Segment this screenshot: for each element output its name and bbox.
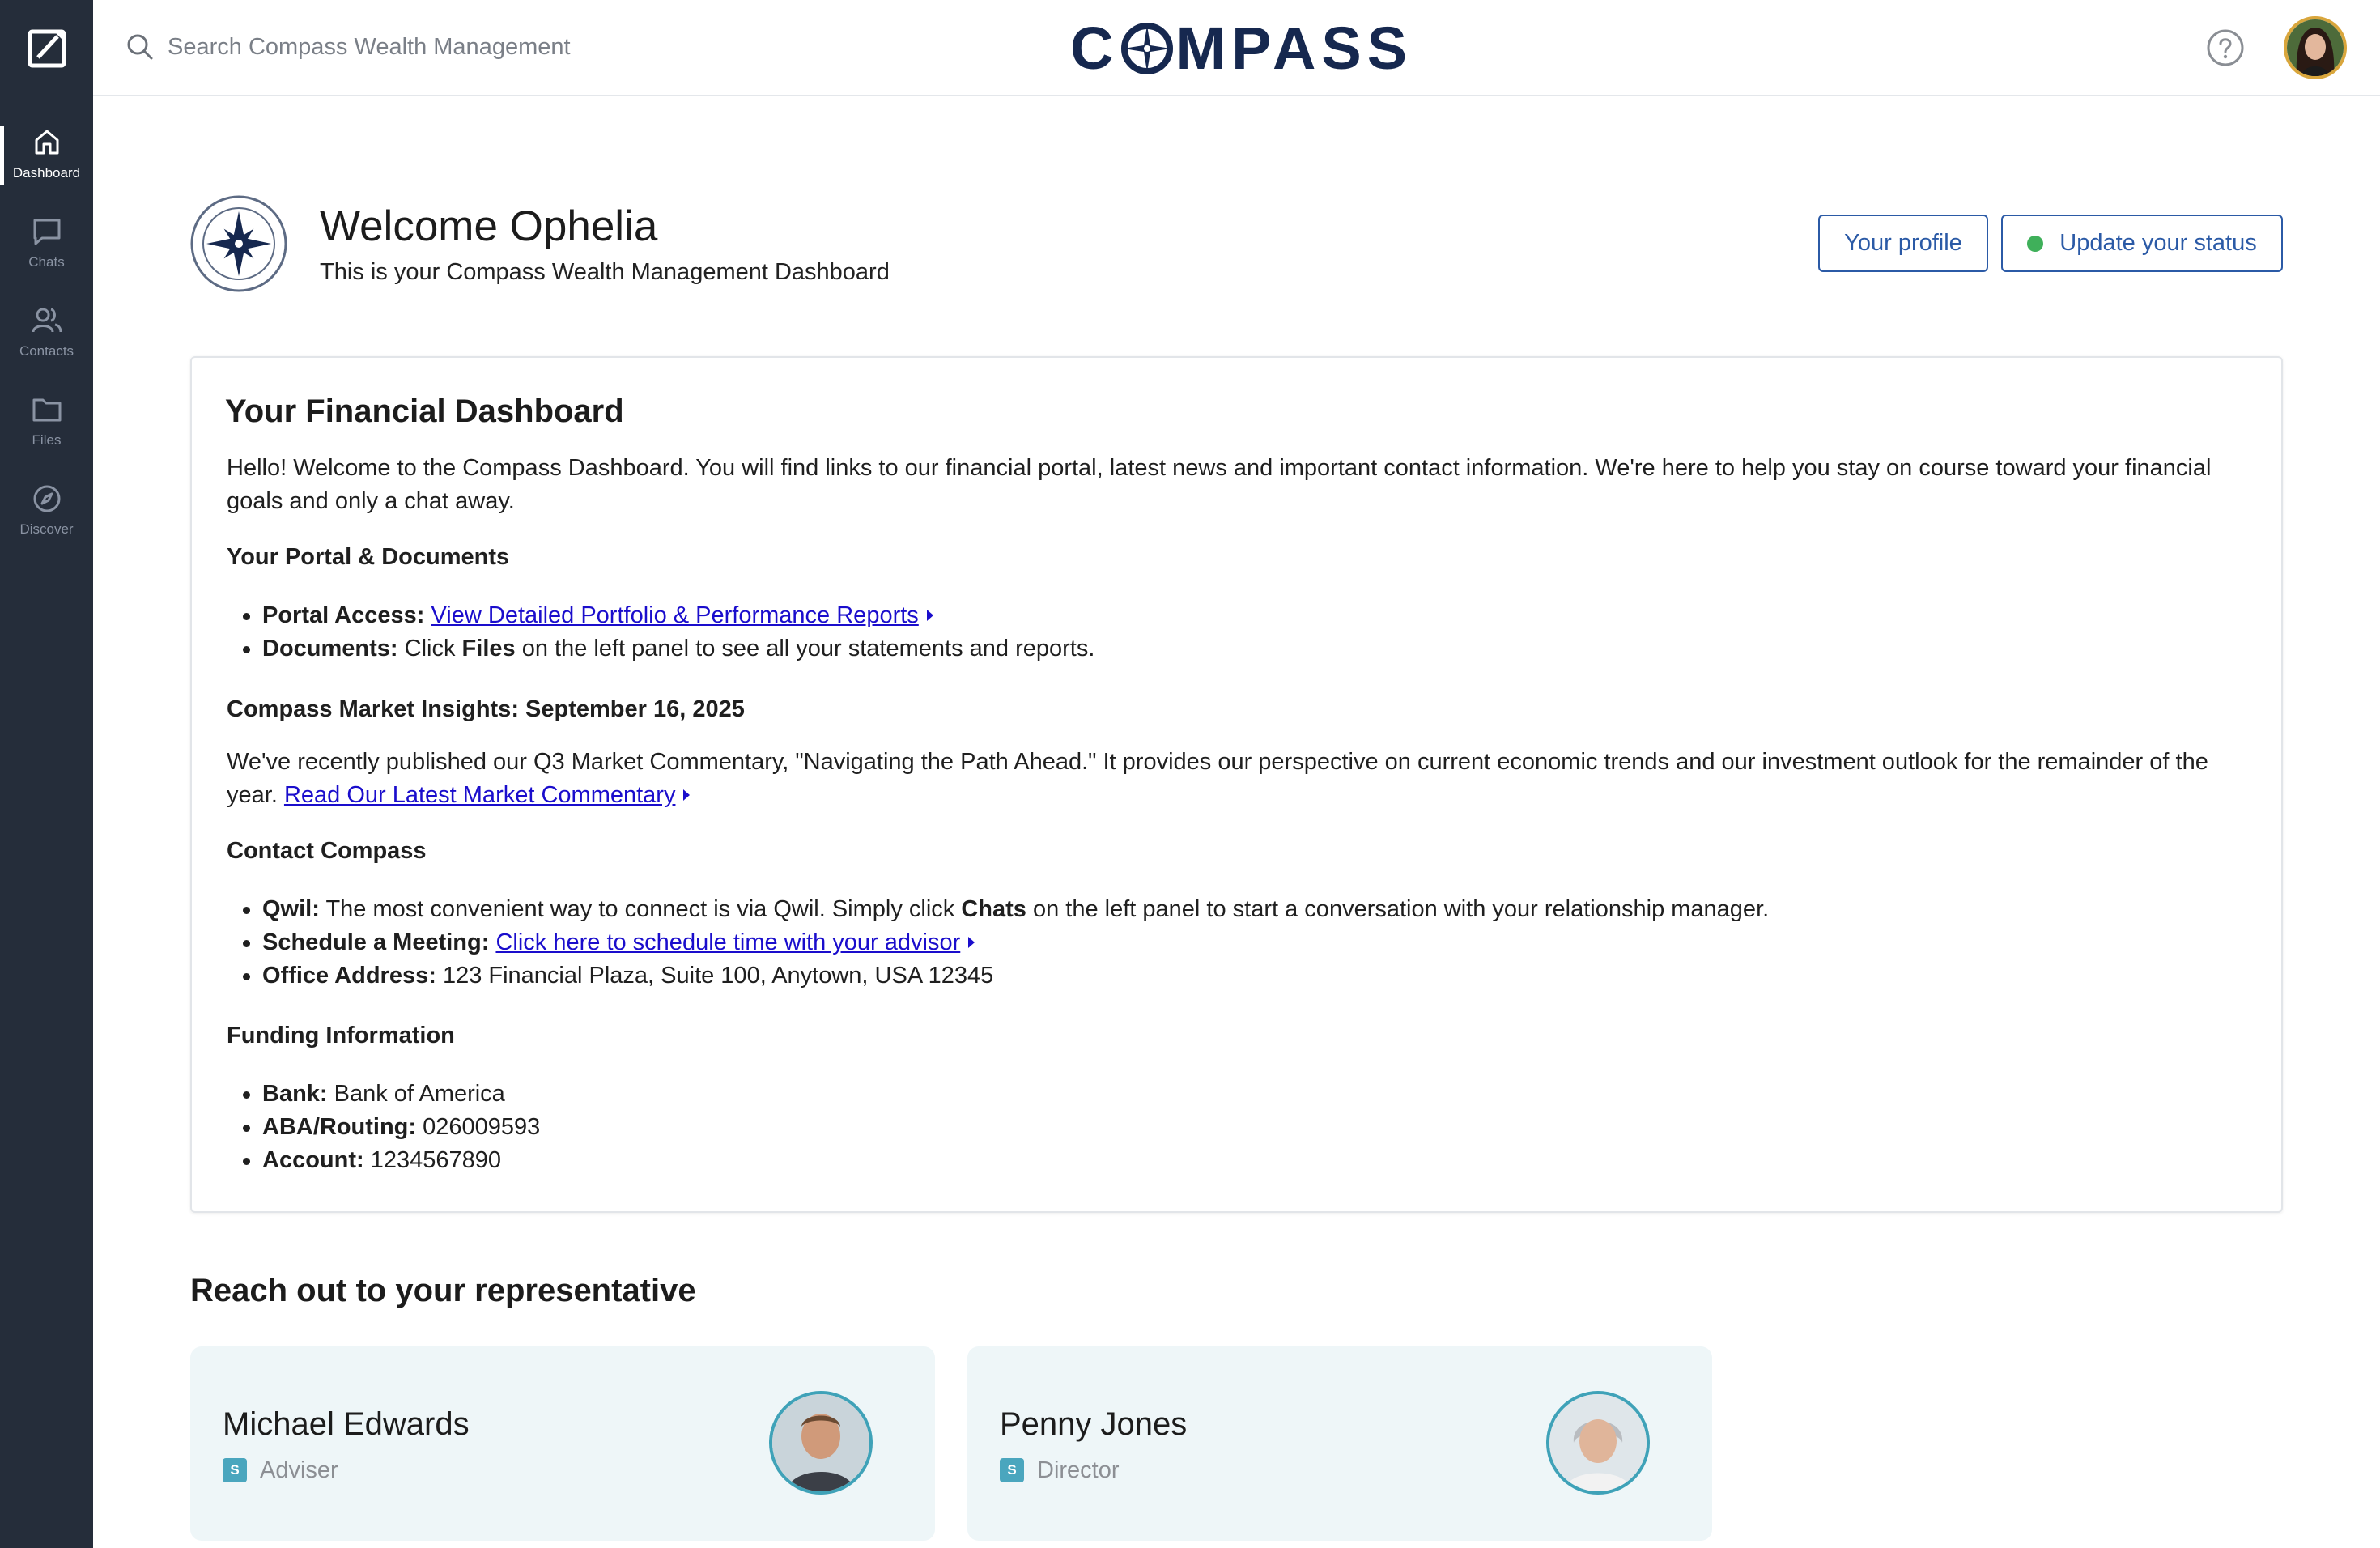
insights-heading: Compass Market Insights: September 16, 2025 <box>227 696 745 722</box>
portal-heading: Your Portal & Documents <box>227 544 510 570</box>
qwil-text-pre: The most convenient way to connect is via Qwil. Simply click <box>325 896 955 922</box>
representative-avatar-image <box>772 1394 869 1491</box>
portal-access-label: Portal Access: <box>262 602 425 628</box>
role-badge-icon: S <box>1000 1458 1024 1482</box>
help-icon[interactable] <box>2206 28 2245 67</box>
account-label: Account: <box>262 1147 364 1173</box>
representative-avatar <box>1546 1391 1650 1495</box>
sidebar-item-contacts[interactable] <box>0 304 93 377</box>
representative-card[interactable] <box>190 1346 935 1541</box>
list-item <box>227 632 2250 666</box>
portal-list <box>227 599 2250 666</box>
page-subtitle: This is your Compass Wealth Management Dashboard <box>320 259 890 285</box>
app-logo-icon[interactable] <box>27 28 67 69</box>
office-value: 123 Financial Plaza, Suite 100, Anytown, USA 12345 <box>442 963 994 989</box>
caret-right-icon <box>927 610 933 621</box>
sidebar-item-label: Discover <box>19 521 74 537</box>
schedule-meeting-link-text: Click here to schedule time with your advisor <box>495 929 961 955</box>
sidebar-item-files[interactable] <box>0 393 93 466</box>
caret-right-icon <box>683 789 690 801</box>
sidebar-item-chats[interactable] <box>0 215 93 288</box>
market-commentary-link-text: Read Our Latest Market Commentary <box>283 782 676 808</box>
insights-text <box>227 746 2250 812</box>
your-profile-label: Your profile <box>1844 230 1962 256</box>
representative-avatar-image <box>1549 1394 1647 1491</box>
sidebar-item-label: Dashboard <box>12 165 81 181</box>
compass-rose-icon <box>1120 22 1174 75</box>
meeting-label: Schedule a Meeting: <box>262 929 490 955</box>
status-dot-icon <box>2027 236 2043 252</box>
caret-right-icon <box>968 937 975 948</box>
sidebar-item-label: Chats <box>28 254 65 270</box>
contact-list <box>227 893 2250 993</box>
representative-name: Penny Jones <box>1000 1406 1188 1442</box>
representative-role: Adviser <box>260 1457 338 1483</box>
account-value: 1234567890 <box>370 1147 502 1173</box>
funding-list <box>227 1078 2250 1177</box>
representative-name: Michael Edwards <box>223 1406 470 1442</box>
page-title: Welcome Ophelia <box>320 202 658 250</box>
contacts-icon <box>31 304 63 337</box>
documents-text-bold: Files <box>461 636 516 661</box>
user-avatar-image <box>2287 19 2344 76</box>
intro-text: Hello! Welcome to the Compass Dashboard. You will find links to our financial portal, latest news and important contact information. We're here to help you stay on course toward your financial goals and only a chat away. <box>227 455 2212 514</box>
representatives-title: Reach out to your representative <box>190 1273 696 1308</box>
brand-text-right: MPASS <box>1175 15 1413 82</box>
financial-dashboard-card <box>190 356 2283 1213</box>
compass-icon <box>31 483 63 515</box>
your-profile-button[interactable] <box>1818 215 1988 272</box>
documents-label: Documents: <box>262 636 398 661</box>
representative-card[interactable] <box>967 1346 1712 1541</box>
top-bar <box>93 0 2380 96</box>
qwil-text-bold: Chats <box>961 896 1026 922</box>
routing-label: ABA/Routing: <box>262 1114 417 1140</box>
list-item <box>227 599 2250 632</box>
sidebar-item-label: Files <box>32 432 62 448</box>
bank-value: Bank of America <box>334 1081 505 1107</box>
market-commentary-link[interactable] <box>284 782 691 808</box>
documents-text-post: on the left panel to see all your statements and reports. <box>521 636 1095 661</box>
funding-heading: Funding Information <box>227 1023 455 1048</box>
update-status-button[interactable] <box>2001 215 2283 272</box>
sidebar-item-dashboard[interactable] <box>0 126 93 199</box>
qwil-text-post: on the left panel to start a conversation with your relationship manager. <box>1032 896 1770 922</box>
insights-body: We've recently published our Q3 Market Commentary, "Navigating the Path Ahead." It provides our perspective on current economic trends and our investment outlook for the remainder of the year. <box>227 749 2208 808</box>
bank-label: Bank: <box>262 1081 328 1107</box>
sidebar-item-discover[interactable] <box>0 483 93 555</box>
list-item <box>227 959 2250 993</box>
portal-access-link[interactable] <box>431 602 933 628</box>
qwil-label: Qwil: <box>262 896 320 922</box>
role-badge-icon: S <box>223 1458 247 1482</box>
folder-icon <box>31 393 63 426</box>
list-item <box>227 1144 2250 1177</box>
sidebar-item-label: Contacts <box>19 343 74 359</box>
portal-access-link-text: View Detailed Portfolio & Performance Reports <box>431 602 919 628</box>
sidebar <box>0 0 93 1548</box>
search-icon <box>125 32 155 62</box>
office-label: Office Address: <box>262 963 436 989</box>
brand-logo <box>1070 16 1413 81</box>
user-avatar[interactable] <box>2284 16 2347 79</box>
search-input[interactable] <box>168 28 653 66</box>
list-item <box>227 1078 2250 1111</box>
card-title: Your Financial Dashboard <box>225 393 624 429</box>
compass-logo-icon <box>189 194 288 293</box>
list-item <box>227 1111 2250 1144</box>
list-item <box>227 926 2250 959</box>
representative-role: Director <box>1037 1457 1120 1483</box>
documents-text-pre: Click <box>404 636 456 661</box>
schedule-meeting-link[interactable] <box>495 929 975 955</box>
routing-value: 026009593 <box>423 1114 541 1140</box>
list-item <box>227 893 2250 926</box>
contact-heading: Contact Compass <box>227 838 427 864</box>
home-icon <box>31 126 63 159</box>
chat-icon <box>31 215 63 248</box>
update-status-label: Update your status <box>2059 230 2257 256</box>
brand-text-left: C <box>1070 15 1120 82</box>
representative-avatar <box>769 1391 873 1495</box>
